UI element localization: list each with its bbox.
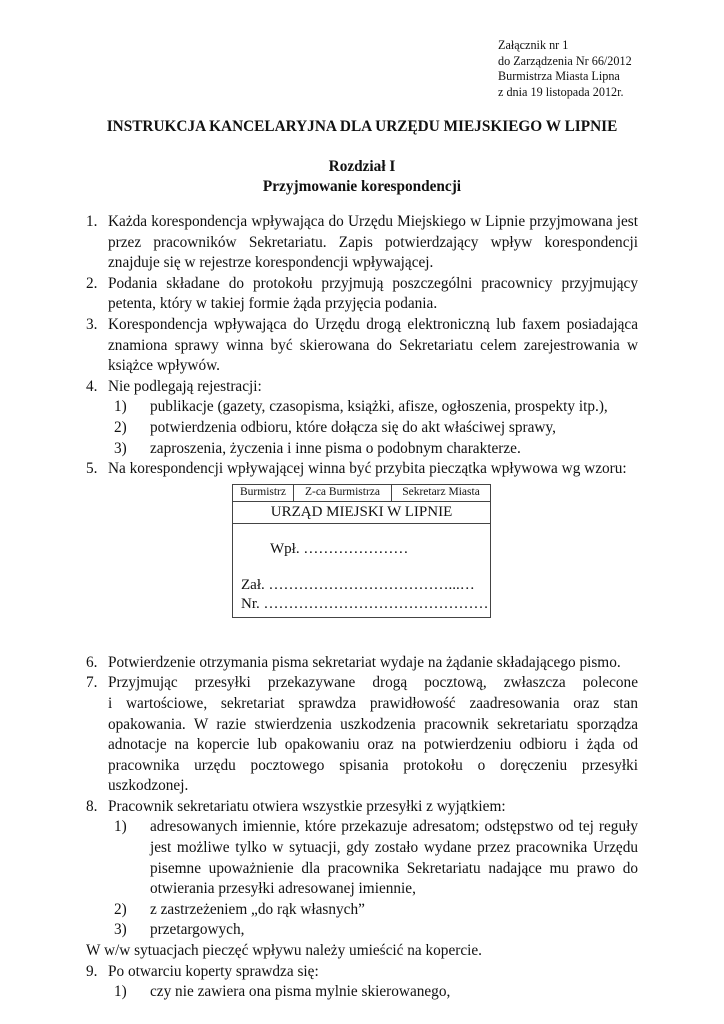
- item-text: Pracownik sekretariatu otwiera wszystkie przesyłki z wyjątkiem:: [108, 797, 506, 815]
- annex-line: do Zarządzenia Nr 66/2012: [498, 53, 632, 68]
- annex-note: [498, 38, 632, 100]
- item-number: 4.: [86, 377, 98, 395]
- note-text: W w/w sytuacjach pieczęć wpływu należy umieścić na kopercie.: [86, 942, 482, 960]
- sub-item-number: 1): [114, 398, 127, 416]
- sub-item-text: potwierdzenia odbioru, które dołącza się do akt właściwej sprawy,: [150, 418, 556, 436]
- sub-item: [86, 397, 638, 418]
- sub-item-text: adresowanych imiennie, które przekazuje adresatom; odstępstwo od tej reguły jest możliwe tylko w sytuacji, gdy zostało wydane przez pracownika Urzędu pisemne upoważnienie dla pracownika Sekretariatu nadające mu prawo do otwierania przesyłki adresowanej imiennie,: [150, 818, 638, 898]
- sub-item-number: 3): [114, 439, 127, 457]
- chapter-title: Przyjmowanie korespondencji: [262, 178, 462, 195]
- sub-item: [86, 900, 638, 921]
- stamp-header-cell: Sekretarz Miasta: [402, 486, 480, 498]
- list-item: [86, 673, 638, 797]
- item-text: Na korespondencji wpływającej winna być przybita pieczątka wpływowa wg wzoru:: [108, 460, 627, 478]
- item-number: 6.: [86, 653, 98, 671]
- sub-item-number: 1): [114, 983, 127, 1001]
- stamp-header-row: [233, 485, 490, 502]
- sub-item: [86, 418, 638, 439]
- inbound-stamp-template: [232, 484, 491, 618]
- sub-item: [86, 982, 638, 1003]
- sub-item: [86, 439, 638, 460]
- sub-item-text: czy nie zawiera ona pisma mylnie skierowanego,: [150, 983, 451, 1001]
- item-text: Przyjmując przesyłki przekazywane drogą pocztową, zwłaszcza polecone: [108, 674, 638, 692]
- list-item: [86, 962, 638, 983]
- stamp-received-field: Wpł. …………………: [270, 541, 409, 557]
- item-number: 2.: [86, 274, 98, 292]
- annex-line: Burmistrza Miasta Lipna: [498, 69, 620, 83]
- list-item: [86, 797, 638, 818]
- sub-item-number: 3): [114, 921, 127, 939]
- stamp-header-cell: Z-ca Burmistrza: [294, 485, 392, 501]
- stamp-attachments-field: Zał. ………………………………...…: [241, 577, 475, 593]
- item-text: i wartościowe, sekretariat sprawdza prawidłowość zaadresowania oraz stan opakowania. W razie stwierdzenia uszkodzenia pracownik sekretariatu sporządza adnotacje na kopercie lub opakowaniu oraz na potwierdzeniu odbioru i żąda od pracownika urzędu pocztowego spisania protokołu o doręczeniu przesyłki uszkodzonej.: [108, 694, 638, 795]
- list-item: [86, 212, 638, 274]
- annex-line: Załącznik nr 1: [498, 38, 569, 52]
- sub-item-text: publikacje (gazety, czasopisma, książki, afisze, ogłoszenia, prospekty itp.),: [150, 398, 608, 416]
- item-text: Nie podlegają rejestracji:: [108, 377, 262, 395]
- item-text: Po otwarciu koperty sprawdza się:: [108, 962, 319, 980]
- item-number: 5.: [86, 460, 98, 478]
- sub-item-number: 1): [114, 818, 127, 836]
- sub-item: [86, 817, 638, 899]
- sub-item-number: 2): [114, 418, 127, 436]
- sub-item: [86, 920, 638, 941]
- item-text: Potwierdzenie otrzymania pisma sekretariat wydaje na żądanie składającego pismo.: [108, 653, 621, 671]
- item-number: 9.: [86, 962, 98, 980]
- stamp-header-cell: Burmistrz: [233, 485, 294, 501]
- list-item: [86, 274, 638, 315]
- list-item: [86, 653, 638, 674]
- document-title: INSTRUKCJA KANCELARYJNA DLA URZĘDU MIEJSKIEGO W LIPNIE: [106, 118, 618, 135]
- item-text: Korespondencja wpływająca do Urzędu drogą elektroniczną lub faxem posiadająca znamiona sprawy winna być skierowana do Sekretariatu celem zarejestrowania w książce wpływów.: [108, 315, 638, 375]
- item-number: 7.: [86, 674, 98, 692]
- item-text: Każda korespondencja wpływająca do Urzędu Miejskiego w Lipnie przyjmowana jest przez pracowników Sekretariatu. Zapis potwierdzający wpływ korespondencji znajduje się w rejestrze korespondencji wpływającej.: [108, 213, 638, 272]
- list-item: [86, 315, 638, 377]
- annex-line: z dnia 19 listopada 2012r.: [498, 84, 624, 99]
- sub-item-text: zaproszenia, życzenia i inne pisma o podobnym charakterze.: [150, 439, 521, 457]
- sub-item-text: przetargowych,: [150, 921, 245, 939]
- item-text: Podania składane do protokołu przyjmują poszczególni pracownicy przyjmujący petenta, który w takiej formie żąda przyjęcia podania.: [108, 274, 638, 313]
- sub-item-number: 2): [114, 900, 127, 918]
- item-number: 8.: [86, 797, 98, 815]
- item-number: 3.: [86, 315, 98, 333]
- item-number: 1.: [86, 213, 98, 230]
- stamp-number-field: Nr. ………………………………………: [241, 596, 489, 612]
- sub-item-text: z zastrzeżeniem „do rąk własnych”: [150, 900, 365, 918]
- chapter-number: Rozdział I: [328, 158, 396, 175]
- list-item: [86, 377, 638, 398]
- stamp-office-name: URZĄD MIEJSKI W LIPNIE: [233, 502, 490, 524]
- list-item: [86, 459, 638, 480]
